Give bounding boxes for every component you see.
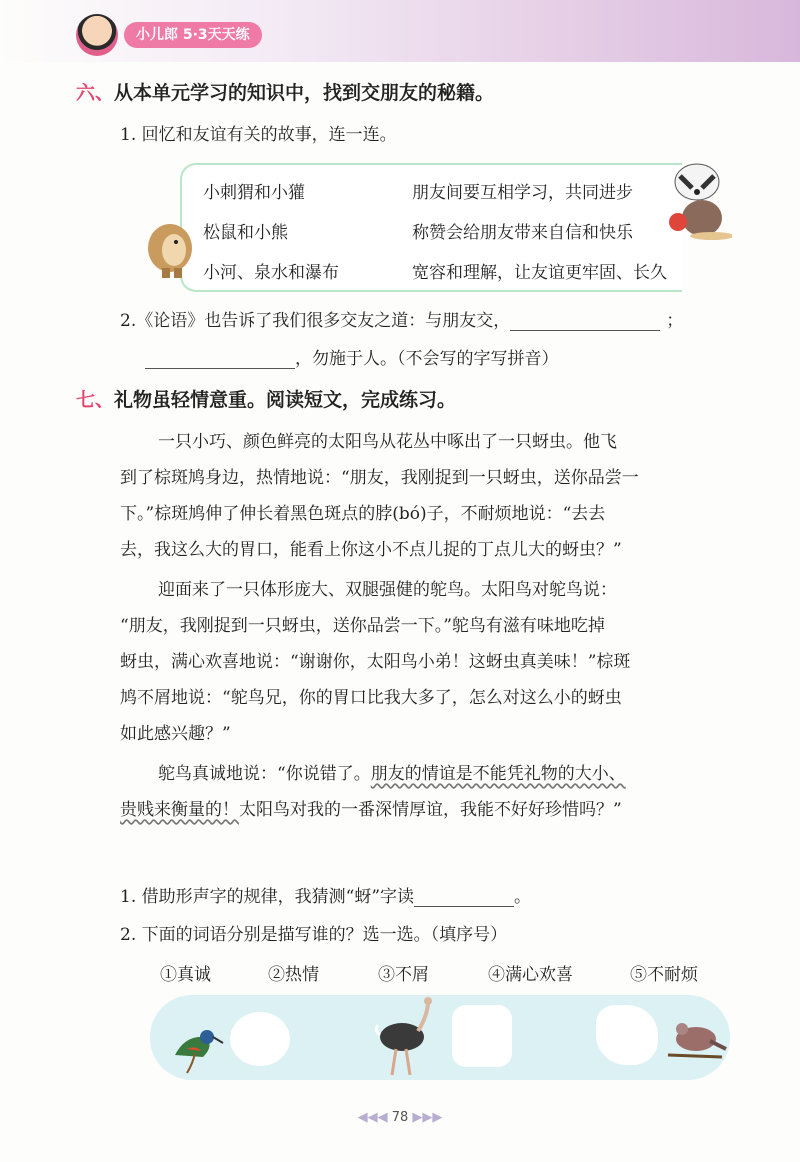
passage [120, 424, 770, 828]
header-band [0, 0, 800, 62]
section-7-title-text: 礼物虽轻情意重。阅读短文，完成练习。 [114, 389, 457, 411]
s7-q1-end: 。 [514, 887, 532, 907]
page-footer [350, 1110, 450, 1125]
ostrich-icon [370, 995, 440, 1080]
left-item-2: 松鼠和小熊 [203, 223, 288, 243]
passage-line [120, 792, 770, 828]
passage-line: 蚜虫，满心欢喜地说：“谢谢你，太阳鸟小弟！这蚜虫真美味！”棕斑 [120, 652, 631, 672]
answer-cloud-1[interactable] [230, 1012, 290, 1066]
spotted-dove-icon [660, 1015, 730, 1065]
s6-q2-line2-text: ，勿施于人。（不会写的字写拼音） [295, 349, 559, 369]
passage-line [120, 756, 770, 792]
p3-wavy-2: 贵贱来衡量的！ [120, 800, 239, 820]
mascot-logo-icon [76, 14, 118, 56]
answer-blank-1[interactable] [510, 310, 660, 331]
brand-title: 小儿郎 5·3天天练 [124, 22, 262, 48]
sunbird-icon [165, 1015, 225, 1075]
s6-q2-line2 [145, 344, 559, 369]
page-number: 78 [391, 1110, 409, 1125]
passage-line: 鸠不屑地说：“鸵鸟兄，你的胃口比我大多了，怎么对这么小的蚜虫 [120, 688, 622, 708]
p3-plain-1: 鸵鸟真诚地说：“你说错了。 [158, 764, 371, 784]
s6-q1: 1. 回忆和友谊有关的故事，连一连。 [120, 125, 397, 145]
choice-5: ⑤不耐烦 [630, 965, 698, 985]
choice-3: ③不屑 [378, 965, 429, 985]
right-item-2: 称赞会给朋友带来自信和快乐 [412, 223, 633, 243]
left-item-1: 小刺猬和小獾 [203, 183, 305, 203]
choice-1: ①真诚 [160, 965, 211, 985]
s7-q1-text: 1. 借助形声字的规律，我猜测“蚜”字读 [120, 887, 415, 907]
passage-line: 到了棕斑鸠身边，热情地说：“朋友，我刚捉到一只蚜虫，送你品尝一 [120, 468, 639, 488]
answer-cloud-3[interactable] [596, 1005, 658, 1065]
section-6-title-text: 从本单元学习的知识中，找到交朋友的秘籍。 [114, 82, 495, 104]
section-6-title [76, 78, 494, 105]
choice-4: ④满心欢喜 [488, 965, 573, 985]
left-item-3: 小河、泉水和瀑布 [203, 263, 339, 283]
passage-line: 迎面来了一只体形庞大、双腿强健的鸵鸟。太阳鸟对鸵鸟说： [158, 580, 617, 600]
answer-blank-2[interactable] [145, 348, 295, 369]
section-7-number: 七、 [76, 389, 115, 411]
right-item-1: 朋友间要互相学习，共同进步 [412, 183, 633, 203]
p3-wavy-1: 朋友的情谊是不能凭礼物的大小、 [370, 764, 626, 784]
hedgehog-icon [140, 218, 200, 280]
section-7-title [76, 385, 456, 412]
footer-right-arrows-icon: ▶▶▶ [412, 1110, 443, 1125]
right-item-3: 宽容和理解，让友谊更牢固、长久 [412, 263, 667, 283]
answer-blank-3[interactable] [414, 886, 514, 907]
s7-q2: 2. 下面的词语分别是描写谁的？选一选。（填序号） [120, 925, 508, 945]
s6-q2-semicolon: ； [666, 311, 684, 331]
passage-line: 下。”棕斑鸠伸了伸长着黑色斑点的脖(bó)子，不耐烦地说：“去去 [120, 504, 606, 524]
passage-line: 如此感兴趣？” [120, 724, 231, 744]
answer-cloud-2[interactable] [452, 1005, 512, 1067]
passage-line: 去，我这么大的胃口，能看上你这小不点儿捉的丁点儿大的蚜虫？” [120, 540, 622, 560]
section-6-number: 六、 [76, 82, 115, 104]
p3-plain-2: 太阳鸟对我的一番深情厚谊，我能不好好珍惜吗？” [239, 800, 622, 820]
passage-line: 一只小巧、颜色鲜亮的太阳鸟从花丛中啄出了一只蚜虫。他飞 [158, 432, 617, 452]
s7-q1 [120, 882, 531, 907]
footer-left-arrows-icon: ◀◀◀ [357, 1110, 388, 1125]
choice-2: ②热情 [268, 965, 319, 985]
s6-q2-line1 [120, 306, 683, 331]
passage-line: “朋友，我刚捉到一只蚜虫，送你品尝一下。”鸵鸟有滋有味地吃掉 [120, 616, 605, 636]
s6-q2-text: 2.《论语》也告诉了我们很多交友之道：与朋友交， [120, 311, 511, 331]
badger-icon [662, 160, 732, 240]
